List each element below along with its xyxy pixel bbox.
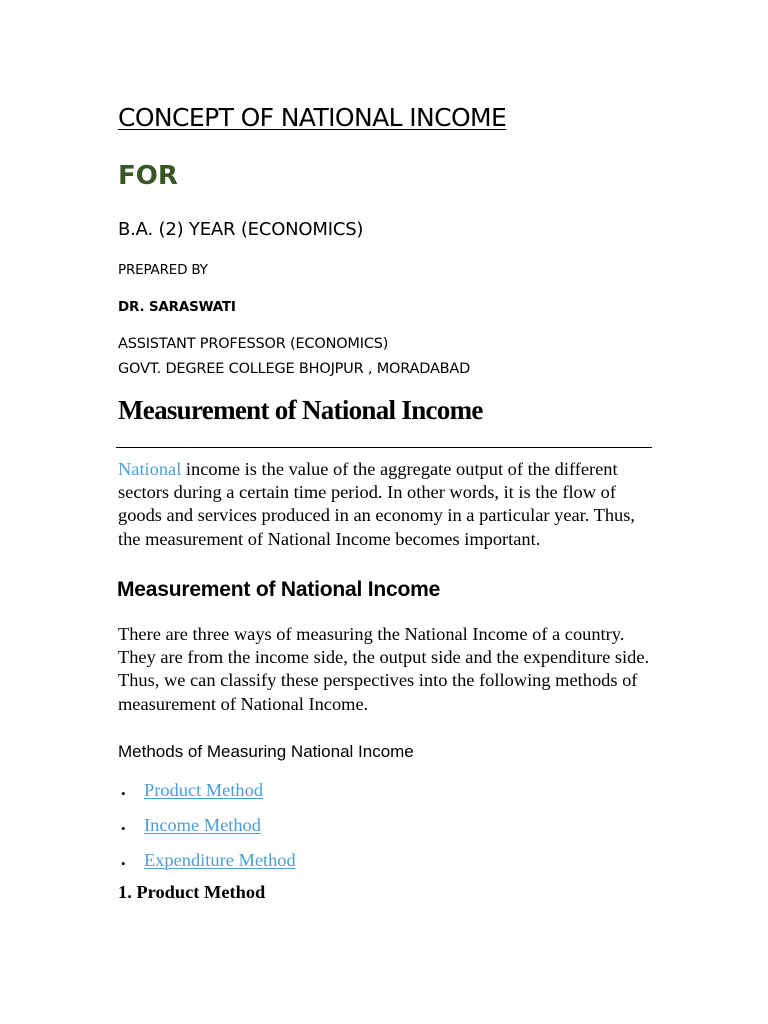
section-heading: Measurement of National Income [117,578,441,601]
section-paragraph: There are three ways of measuring the National Income of a country. They are from the income side, the output side and the expenditure side. Thus, we can classify these perspectives into the following methods of measurement of National Income. [118,624,650,714]
bullet-icon: • [121,821,126,836]
methods-heading: Methods of Measuring National Income [118,742,414,761]
product-method-link[interactable]: Product Method [144,780,264,800]
bullet-icon: • [121,856,126,871]
main-heading: Measurement of National Income [118,395,483,425]
intro-text: income is the value of the aggregate output of the different sectors during a certain time period. In other words, it is the flow of goods and services produced in an economy in a particular year. Thus, the measurement of National Income becomes important. [118,459,635,549]
course-line: B.A. (2) YEAR (ECONOMICS) [118,219,364,240]
bullet-icon: • [121,786,126,801]
author-position: ASSISTANT PROFESSOR (ECONOMICS) [118,336,389,352]
author-name: DR. SARASWATI [118,299,236,315]
expenditure-method-link[interactable]: Expenditure Method [144,850,296,870]
prepared-by-label: PREPARED BY [118,262,208,278]
heading-divider [116,447,652,448]
income-method-link[interactable]: Income Method [144,815,261,835]
author-college: GOVT. DEGREE COLLEGE BHOJPUR , MORADABAD [118,361,471,377]
document-title: CONCEPT OF NATIONAL INCOME [118,103,507,132]
product-method-heading: 1. Product Method [118,882,266,902]
national-link[interactable]: National [118,459,182,479]
intro-paragraph [118,458,658,551]
for-label: FOR [118,161,178,191]
